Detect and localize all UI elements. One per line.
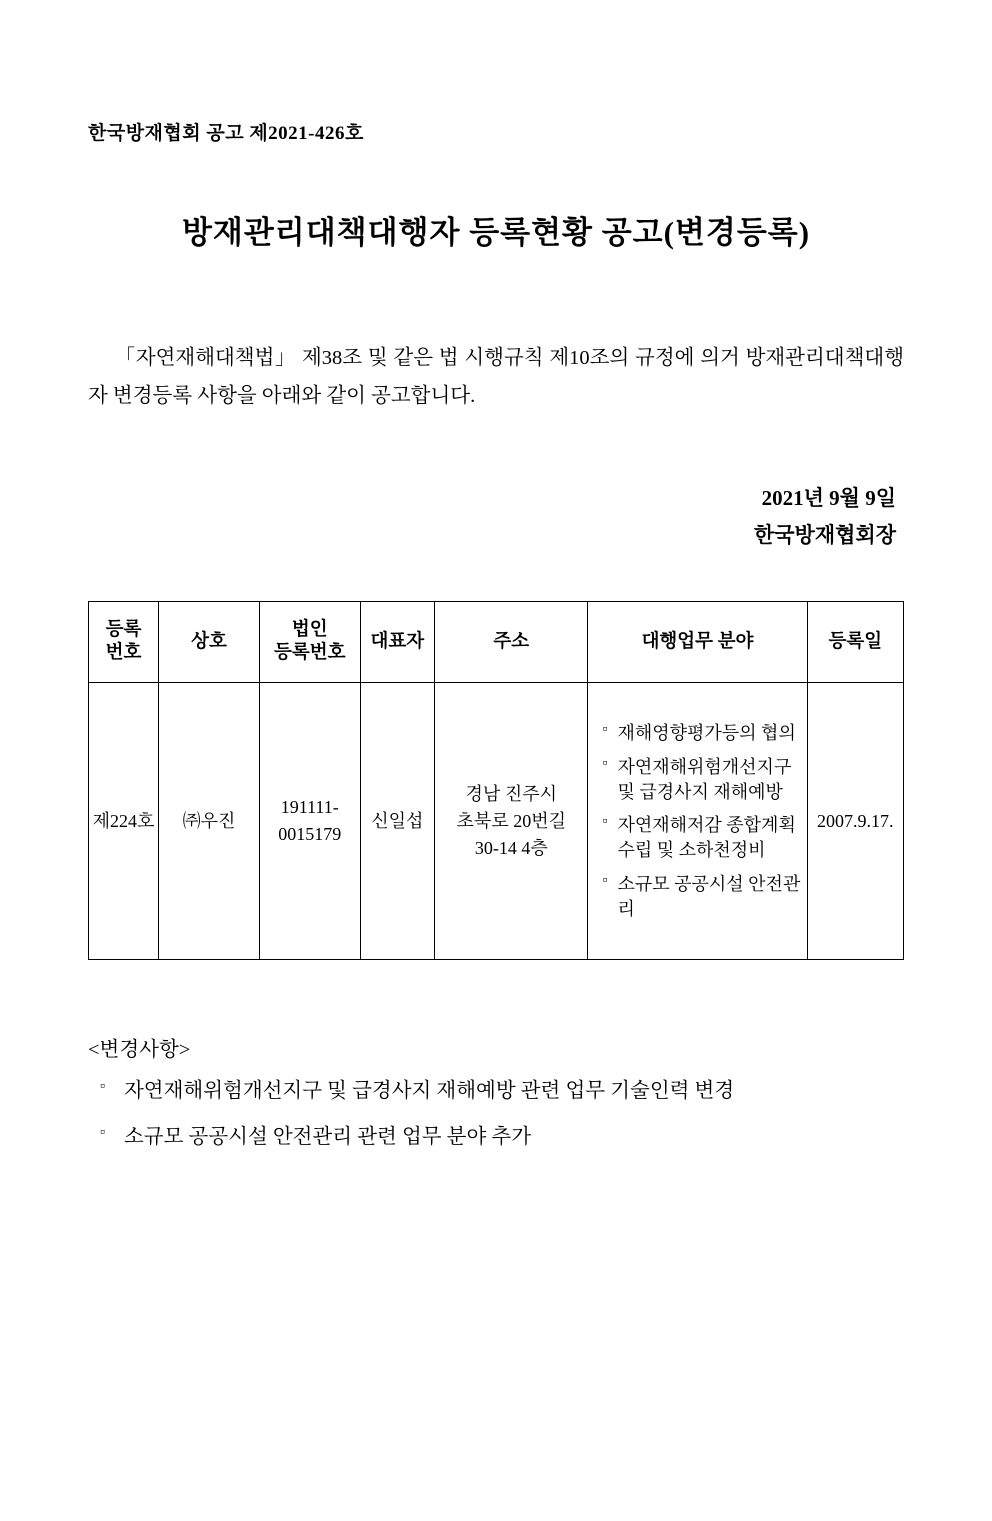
cell-reg-no: 제224호 (89, 683, 159, 960)
change-notes-list (88, 1078, 904, 1151)
column-header-field: 대행업무 분야 (588, 602, 807, 683)
table-header (89, 602, 904, 683)
header-line-1: 등록 (105, 619, 142, 640)
corp-no-line-1: 191111- (280, 797, 339, 818)
cell-address (435, 683, 588, 960)
intro-paragraph (88, 340, 904, 416)
page-title: 방재관리대책대행자 등록현황 공고(변경등록) (181, 215, 811, 250)
field-item: ▫ 재해영향평가등의 협의 (602, 721, 800, 746)
header-line-2: 등록번호 (274, 643, 346, 664)
address-line-1: 경남 진주시 (465, 783, 557, 804)
address-line-2: 초북로 20번길 (456, 810, 566, 831)
document-page (0, 118, 992, 1521)
address-line-3: 30-14 4층 (474, 837, 548, 858)
cell-corp-no (259, 683, 360, 960)
signature-block (88, 480, 904, 554)
change-notes-heading: <변경사항> (88, 1039, 191, 1062)
header-line-2: 번호 (105, 643, 142, 664)
column-header-reg-no (89, 602, 159, 683)
column-header-corp-no (259, 602, 360, 683)
corp-no-line-2: 0015179 (278, 824, 342, 845)
field-item: ▫ 자연재해저감 종합계획 수립 및 소하천정비 (602, 813, 800, 863)
field-item: ▫ 자연재해위험개선지구 및 급경사지 재해예방 (602, 755, 800, 805)
signature-issuer: 한국방재협회장 (753, 522, 896, 547)
change-note-item: ▫ 자연재해위험개선지구 및 급경사지 재해예방 관련 업무 기술인력 변경 (88, 1078, 904, 1106)
field-list (602, 721, 800, 922)
column-header-reg-date: 등록일 (807, 602, 903, 683)
change-notes-section (88, 1032, 904, 1151)
table-row (89, 683, 904, 960)
column-header-company: 상호 (159, 602, 260, 683)
header-line-1: 법인 (291, 619, 328, 640)
change-note-item: ▫ 소규모 공공시설 안전관리 관련 업무 분야 추가 (88, 1124, 904, 1152)
registration-table (88, 601, 904, 960)
column-header-address: 주소 (435, 602, 588, 683)
cell-reg-date: 2007.9.17. (807, 683, 903, 960)
field-item: ▫ 소규모 공공시설 안전관리 (602, 872, 800, 922)
column-header-ceo: 대표자 (360, 602, 434, 683)
table-header-row (89, 602, 904, 683)
intro-text: 「자연재해대책법」 제38조 및 같은 법 시행규칙 제10조의 규정에 의거 방재관리대책대행자 변경등록 사항을 아래와 같이 공고합니다. (88, 347, 904, 407)
signature-date: 2021년 9월 9일 (761, 485, 896, 510)
cell-company: ㈜우진 (159, 683, 260, 960)
table-body (89, 683, 904, 960)
cell-field (588, 683, 807, 960)
cell-ceo: 신일섭 (360, 683, 434, 960)
document-number: 한국방재협회 공고 제2021-426호 (88, 123, 364, 144)
